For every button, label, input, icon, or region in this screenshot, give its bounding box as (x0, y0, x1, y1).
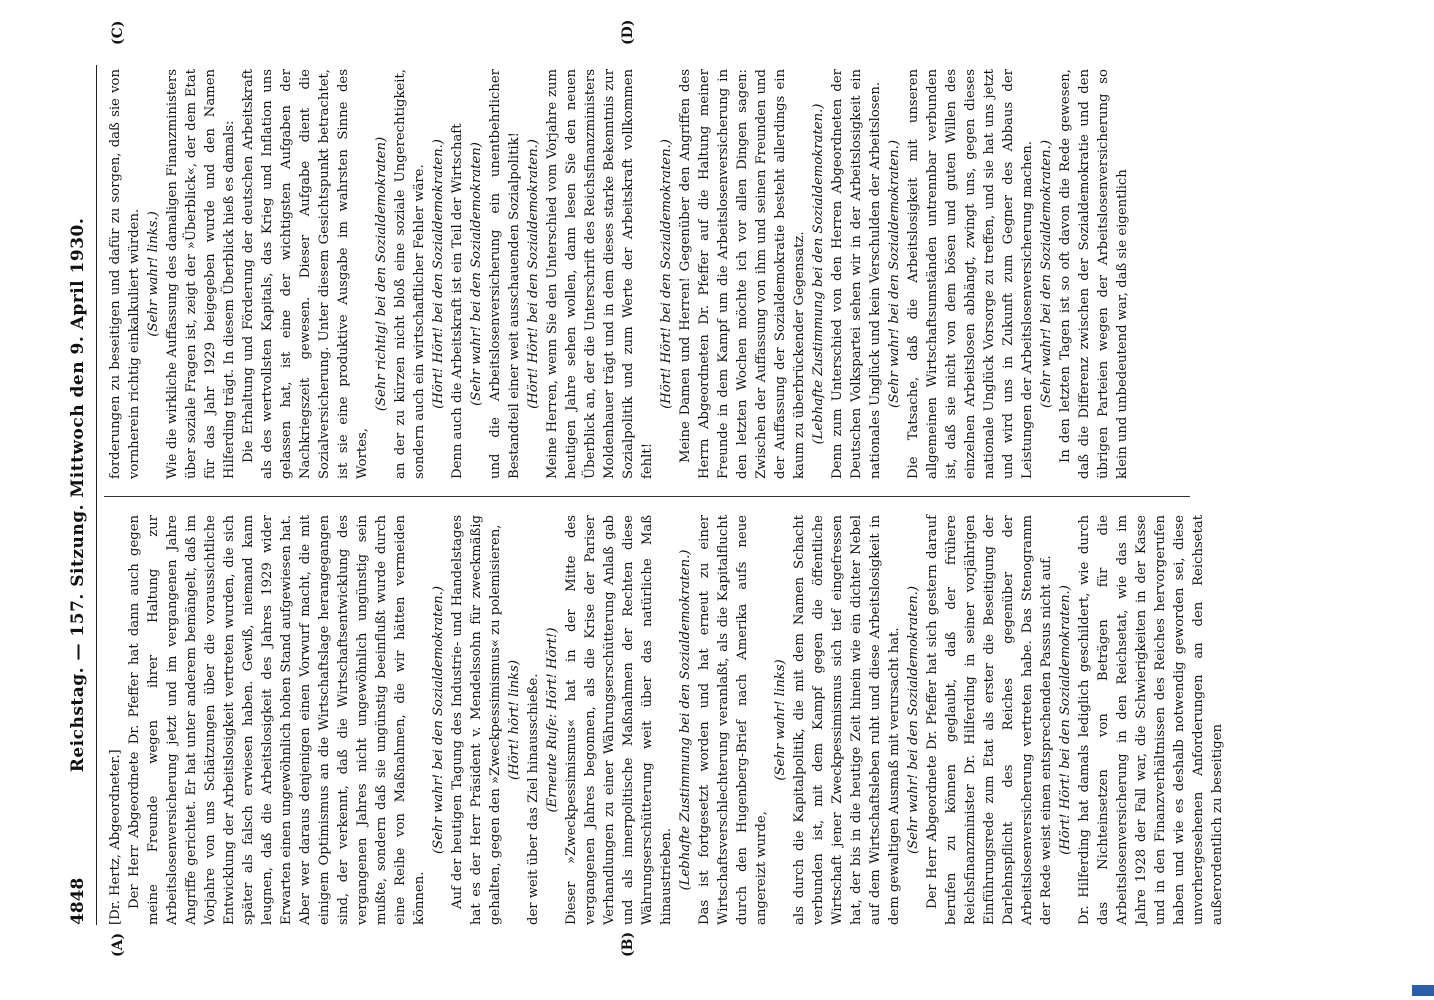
interjection: (Hört! Hört! bei den Sozialdemokraten.) (1058, 585, 1073, 855)
paragraph: Meine Herren, wenn Sie den Unterschied vom Vorjahre zum heutigen Jahre sehen wollen, dann lesen Sie den neuen Überblick an, der die Unterschrift des Reichsfinanzministers Moldenhauer trägt und in dem dieses starke Bekenntnis zur Sozialpolitik und zum Werte der Arbeitskraft vollkommen fehlt! (545, 69, 655, 479)
page-frame (60, 19, 1225, 957)
dfg-logo (1412, 985, 1434, 996)
paragraph: Der Herr Abgeordnete Dr. Pfeffer hat dann auch gegen meine Freunde wegen ihrer Haltung zur Arbeitslosenversicherung jetzt und im vergangenen Jahre Angriffe gerichtet. Er hat unter anderem bemängelt, daß im Vorjahre von uns Schätzungen über die voraussichtliche Entwicklung der Arbeitslosigkeit vertreten wurden, die sich später als falsch erwiesen haben. Gewiß, niemand kann leugnen, daß die Arbeitslosigkeit des Jahres 1929 wider Erwarten einen ungewöhnlich hohen Stand aufgewiesen hat. Aber wer daraus denjenigen einen Vorwurf macht, die mit einigem Optimismus an die Wirtschaftslage herangegangen sind, der verkennt, daß die Wirtschaftsentwicklung des vergangenen Jahres nicht ungewöhnlich ungünstig sein mußte, sondern daß sie ungünstig beeinflußt wurde durch eine Reihe von Maßnahmen, die wir hätten vermeiden können. (127, 515, 427, 925)
interjection: (Sehr wahr! bei den Sozialdemokraten.) (431, 586, 446, 854)
interjection: (Sehr wahr! bei den Sozialdemokraten.) (906, 586, 921, 854)
paragraph: und die Arbeitslosenversicherung ein unentbehrlicher Bestandteil einer weit ausschauenden Sozialpolitik! (488, 69, 522, 479)
interjection: (Hört! Hört! bei den Sozialdemokraten.) (526, 139, 541, 409)
margin-marker-d: (D) (620, 19, 636, 45)
page-header-title: Reichstag. — 157. Sitzung. Mittwoch den 9. April 1930. (68, 217, 88, 773)
left-column (106, 515, 1227, 925)
paragraph: Denn zum Unterschied von den Herren Abgeordneten der Deutschen Volkspartei sehen wir in der Arbeitslosigkeit ein nationales Unglück und kein Verschulden der Arbeitslosen. (830, 69, 883, 479)
interjection: (Sehr wahr! bei den Sozialdemokraten.) (887, 140, 902, 408)
paragraph: als durch die Kapitalpolitik, die mit dem Namen Schacht verbunden ist, mit dem Kampf gegen die öffentliche Wirtschaft jener Zweckpessimismus sich tief eingefressen hat, der bis in die heutige Zeit hinein wie ein dichter Nebel auf dem Wirtschaftsleben ruht und diese Arbeitslosigkeit in dem gewaltigen Ausmaß mit verursacht hat. (792, 515, 902, 925)
right-column (106, 69, 1132, 479)
paragraph: Dr. Hilferding hat damals lediglich geschildert, wie durch das Nichteinsetzen von Beträgen für die Arbeitslosenversicherung in den Reichsetat, wie das im Jahre 1928 der Fall war, die Schwierigkeiten in der Kasse und in den Finanzverhältnissen des Reiches hervorgerufen haben und wie es deshalb notwendig geworden sei, diese unvorhergesehenen Anforderungen an den Reichsetat außerordentlich zu beseitigen (1077, 515, 1225, 925)
paragraph: Die Erhaltung und Förderung der deutschen Arbeitskraft als des wertvollsten Kapitals, das Krieg und Inflation uns gelassen hat, ist eine der wichtigsten Aufgaben der Nachkriegszeit gewesen. Dieser Aufgabe dient die Sozialversicherung. Unter diesem Gesichtspunkt betrachtet, ist sie eine produktive Ausgabe im wahrsten Sinne des Wortes, (241, 69, 370, 479)
interjection: (Sehr wahr! bei den Sozialdemokraten.) (1039, 140, 1054, 408)
header-rule (96, 65, 97, 925)
interjection: (Hört! hört! links) (507, 659, 522, 781)
paragraph: Wie die wirkliche Auffassung des damaligen Finanzministers über soziale Fragen ist, zeigt der »Überblick«, der dem Etat für das Jahr 1929 beigegeben wurde und den Namen Hilferding trägt. In diesem Überblick hieß es damals: (165, 69, 237, 479)
paragraph: Der Herr Abgeordnete Dr. Pfeffer hat sich gestern darauf berufen zu können geglaubt, daß der frühere Reichsfinanzminister Dr. Hilferding in seiner vorjährigen Einführungsrede zum Etat als erster die Beseitigung der Darlehnspflicht des Reiches gegenüber der Arbeitslosenversicherung vertreten habe. Das Stenogramm der Rede weist einen entsprechenden Passus nicht auf. (925, 515, 1054, 925)
margin-marker-c: (C) (110, 20, 126, 45)
paragraph: Auf der heutigen Tagung des Industrie- und Handelstages hat es der Herr Präsident v. Mendelssohn für zweckmäßig gehalten, gegen den »Zweckpessimismus« zu polemisieren, (450, 515, 503, 925)
interjection: (Hört! Hört! bei den Sozialdemokraten.) (659, 139, 674, 409)
interjection: (Sehr wahr! links.) (146, 211, 161, 337)
paragraph: Meine Damen und Herren! Gegenüber den Angriffen des Herrn Abgeordneten Dr. Pfeffer auf die Haltung meiner Freunde in dem Kampf um die Arbeitslosenversicherung in den letzten Wochen möchte ich vor allen Dingen sagen: Zwischen der Auffassung von ihm und seinen Freunden und der Auffassung der Sozialdemokratie besteht allerdings ein kaum zu überbrückender Gegensatz. (678, 69, 807, 479)
paragraph: Das ist fortgesetzt worden und hat erneut zu einer Wirtschaftsverschlechterung veranlaßt, als die Kapitalflucht durch den Hugenberg-Brief nach Amerika aufs neue angereizt wurde, (697, 515, 769, 925)
interjection: (Erneute Rufe: Hört! Hört!) (545, 627, 560, 813)
paragraph: Denn auch die Arbeitskraft ist ein Teil der Wirtschaft (450, 123, 465, 479)
margin-marker-b: (B) (620, 931, 636, 957)
paragraph: Die Tatsache, daß die Arbeitslosigkeit mit unseren allgemeinen Wirtschaftsumständen untrennbar verbunden ist, daß sie nicht von dem bösen und guten Willen des einzelnen Arbeitslosen abhängt, zwingt uns, gegen dieses nationale Unglück Vorsorge zu treffen, und sie hat uns jetzt und wird uns in Zukunft zum Gegner des Abbaus der Leistungen der Arbeitslosenversicherung machen. (906, 69, 1035, 479)
paragraph: an der zu kürzen nicht bloß eine soziale Ungerechtigkeit, sondern auch ein wirtschaftlicher Fehler wäre. (393, 69, 427, 479)
interjection: (Sehr wahr! bei den Sozialdemokraten) (469, 142, 484, 406)
interjection: (Sehr richtig! bei den Sozialdemokraten) (374, 136, 389, 412)
paragraph: der weit über das Ziel hinausschieße. (526, 673, 541, 925)
interjection: (Lebhafte Zustimmung bei den Sozialdemokraten.) (811, 103, 826, 445)
interjection: (Sehr wahr! links) (773, 659, 788, 781)
margin-marker-a: (A) (110, 932, 126, 957)
dfg-watermark (1418, 0, 1434, 1000)
paragraph: [Dr. Hertz, Abgeordneter.] (108, 749, 123, 925)
interjection: (Hört! Hört! bei den Sozialdemokraten.) (431, 139, 446, 409)
interjection: (Lebhafte Zustimmung bei den Sozialdemokraten.) (678, 549, 693, 891)
paragraph: forderungen zu beseitigen und dafür zu sorgen, daß sie von vornherein richtig einkalkuliert würden. (108, 69, 142, 479)
page-number: 4848 (68, 877, 88, 925)
paragraph: In den letzten Tagen ist so oft davon die Rede gewesen, daß die Differenz zwischen der Sozialdemokratie und den übrigen Parteien wegen der Arbeitslosenversicherung so klein und unbedeutend war, daß sie eigentlich (1058, 69, 1130, 479)
column-divider (104, 496, 1190, 497)
paragraph: Dieser »Zweckpessimismus« hat in der Mitte des vergangenen Jahres begonnen, als die Krise der Pariser Verhandlungen zu einer Währungserschütterung Anlaß gab und als innerpolitische Maßnahmen der Rechten diese Währungserschütterung weit über das natürliche Maß hinaustrieben. (564, 515, 674, 925)
